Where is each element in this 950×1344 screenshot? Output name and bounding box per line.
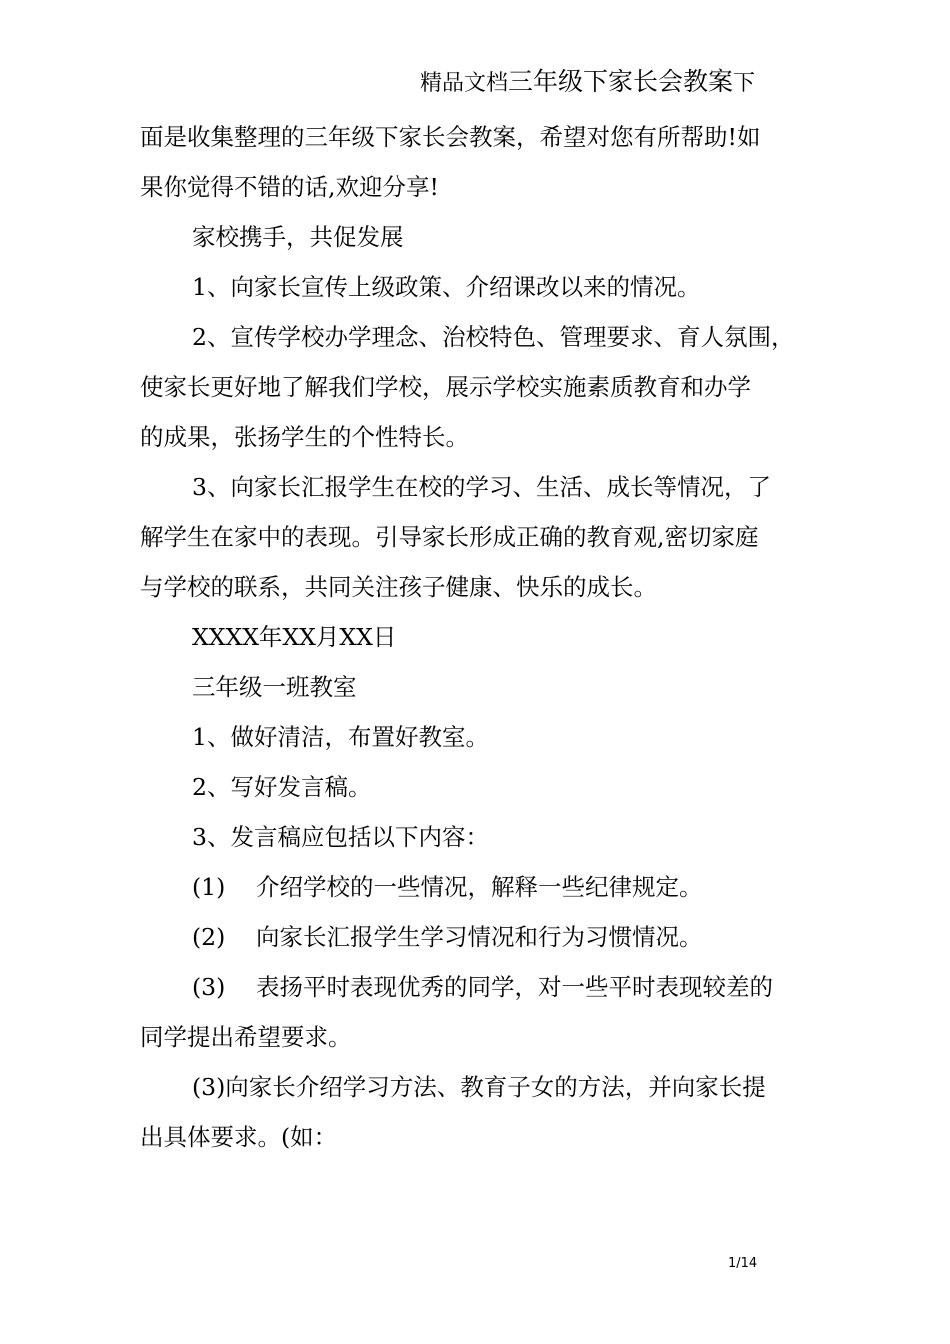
sub-item-text: 向家长汇报学生学习情况和行为习惯情况。	[256, 923, 703, 951]
text-line: 使家长更好地了解我们学校，展示学校实施素质教育和办学	[140, 373, 751, 401]
heading-text: 家校携手，共促发展	[192, 223, 404, 251]
sub-item	[140, 962, 825, 1062]
header-watermark-text: 精品文档	[420, 71, 509, 96]
meeting-location	[140, 662, 825, 712]
intro-paragraph	[140, 112, 825, 212]
text-line: 同学提出希望要求。	[140, 1023, 352, 1051]
sub-item-number: (2)	[192, 923, 226, 951]
list-item-text: 1、向家长宣传上级政策、介绍课改以来的情况。	[192, 273, 701, 301]
text-line: 2、宣传学校办学理念、治校特色、管理要求、育人氛围，	[192, 323, 795, 351]
sub-item	[140, 912, 825, 962]
text-line: 果你觉得不错的话,欢迎分享!	[140, 173, 439, 201]
prep-item-text: 2、写好发言稿。	[192, 773, 372, 801]
prep-item	[140, 762, 825, 812]
document-body	[140, 112, 825, 1162]
text-line: 解学生在家中的表现。引导家长形成正确的教育观,密切家庭	[140, 523, 759, 551]
text-line: 面是收集整理的三年级下家长会教案，希望对您有所帮助!如	[140, 123, 761, 151]
text-line: (3)向家长介绍学习方法、教育子女的方法，并向家长提	[192, 1073, 766, 1101]
header-trailing-text: 下	[733, 71, 756, 96]
page-number: 1/14	[728, 1256, 758, 1271]
sub-item	[140, 862, 825, 912]
prep-item	[140, 812, 825, 862]
list-item	[140, 312, 825, 462]
prep-item-text: 1、做好清洁，布置好教室。	[192, 723, 489, 751]
location-text: 三年级一班教室	[192, 673, 357, 701]
document-title: 三年级下家长会教案	[508, 67, 734, 96]
page-header	[420, 62, 820, 105]
text-line: 出具体要求。(如：	[140, 1123, 338, 1151]
text-line: 与学校的联系，共同关注孩子健康、快乐的成长。	[140, 573, 657, 601]
list-item	[140, 262, 825, 312]
sub-item	[140, 1062, 825, 1162]
text-line: 3、向家长汇报学生在校的学习、生活、成长等情况，了	[192, 473, 771, 501]
sub-item-number: (3)	[192, 973, 226, 1001]
text-line: 的成果，张扬学生的个性特长。	[140, 423, 469, 451]
sub-item-text: 介绍学校的一些情况，解释一些纪律规定。	[256, 873, 703, 901]
section-heading	[140, 212, 825, 262]
meeting-date	[140, 612, 825, 662]
sub-item-text: 表扬平时表现优秀的同学，对一些平时表现较差的	[256, 973, 773, 1001]
prep-item	[140, 712, 825, 762]
date-text: XXXX年XX月XX日	[192, 623, 397, 651]
text-line	[140, 962, 773, 1012]
prep-item-text: 3、发言稿应包括以下内容：	[192, 823, 489, 851]
list-item	[140, 462, 825, 612]
sub-item-number: (1)	[192, 873, 226, 901]
